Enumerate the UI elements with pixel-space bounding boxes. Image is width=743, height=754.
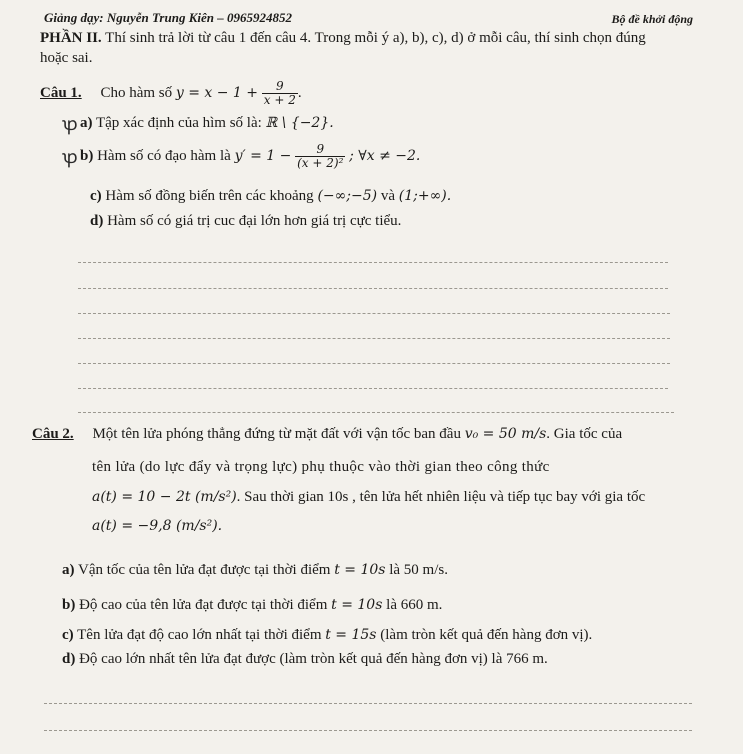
answer-line xyxy=(78,313,670,314)
q2-stem-line-1 xyxy=(32,426,622,443)
q2-b-label: b) xyxy=(62,597,76,613)
q2-option-c xyxy=(62,627,592,644)
q1-c-label: c) xyxy=(90,188,102,204)
q1-function-fraction xyxy=(262,80,298,107)
q1-option-a xyxy=(80,115,334,132)
answer-line xyxy=(78,338,670,339)
q1-c-interval-2: (1;+∞). xyxy=(398,188,452,204)
q2-b-text: Độ cao của tên lửa đạt được tại thời điểm xyxy=(79,597,328,613)
answer-line xyxy=(78,262,668,263)
q1-b-fraction xyxy=(295,143,345,170)
q2-stem-line-3 xyxy=(92,489,645,506)
answer-line xyxy=(78,412,674,413)
q1-c-text: Hàm số đồng biến trên các khoảng xyxy=(105,188,314,204)
q1-fraction-denominator: x + 2 xyxy=(263,93,296,107)
q2-option-b xyxy=(62,597,442,614)
q1-a-math: ℝ \ {−2}. xyxy=(265,115,334,131)
q1-b-tail: ; ∀x ≠ −2. xyxy=(349,147,421,164)
q1-b-denominator: (x + 2)² xyxy=(297,156,344,170)
q2-line1-end: . Gia tốc của xyxy=(546,426,623,442)
q1-option-d xyxy=(90,213,401,230)
q1-option-b xyxy=(80,143,420,170)
q2-line1-text: Một tên lửa phóng thẳng đứng từ mặt đất với vận tốc ban đầu xyxy=(92,426,461,442)
q2-a-text: Vận tốc của tên lửa đạt được tại thời điểm xyxy=(77,562,331,578)
handwritten-mark-b: ꝕ xyxy=(62,147,78,167)
q1-fraction-numerator: 9 xyxy=(262,80,298,94)
q2-stem-line-2: tên lửa (do lực đẩy và trọng lực) phụ thuộc vào thời gian theo công thức xyxy=(92,459,550,475)
q2-a-math: t = 10s xyxy=(334,562,386,578)
q2-d-label: d) xyxy=(62,651,76,667)
q1-c-interval-1: (−∞;−5) xyxy=(317,188,378,204)
part2-instruction-2: hoặc sai. xyxy=(40,50,93,66)
answer-line xyxy=(44,730,692,731)
answer-line xyxy=(78,388,668,389)
part2-text-1: Thí sinh trả lời từ câu 1 đến câu 4. Trong mỗi ý a), b), c), d) ở mỗi câu, thí sinh chọn đúng xyxy=(105,30,646,46)
q2-c-text: Tên lửa đạt độ cao lớn nhất tại thời điểm xyxy=(77,627,322,643)
q1-option-c xyxy=(90,188,451,205)
q1-d-text: Hàm số có giá trị cuc đại lớn hơn giá trị cực tiểu. xyxy=(107,213,402,229)
q1-b-lhs: y′ = 1 − xyxy=(234,147,292,164)
q2-acceleration-1: a(t) = 10 − 2t (m/s²) xyxy=(92,489,237,505)
q1-intro: Cho hàm số xyxy=(100,84,173,101)
q1-a-label: a) xyxy=(80,115,93,131)
answer-line xyxy=(78,363,670,364)
answer-line xyxy=(78,288,668,289)
handwritten-mark-a: ꝕ xyxy=(62,114,78,134)
q2-d-text: Độ cao lớn nhất tên lửa đạt được (làm tròn kết quả đến hàng đơn vị) là 766 m. xyxy=(79,651,548,667)
part2-title: PHẦN II. xyxy=(40,30,102,46)
page-header xyxy=(44,10,693,28)
answer-line xyxy=(44,703,692,704)
q1-stem xyxy=(40,80,302,107)
q2-c-tail: (làm tròn kết quả đến hàng đơn vị). xyxy=(380,627,593,643)
q2-a-label: a) xyxy=(62,562,75,578)
q2-stem-line-4 xyxy=(92,518,222,535)
q2-b-tail: là 660 m. xyxy=(386,597,443,613)
q1-b-label: b) xyxy=(80,147,94,164)
q2-acceleration-2: a(t) = −9,8 (m/s²). xyxy=(92,518,223,534)
q2-option-a xyxy=(62,562,448,579)
part2-instruction xyxy=(40,30,646,47)
q1-a-text: Tập xác định của hìm số là: xyxy=(95,115,262,131)
q2-label: Câu 2. xyxy=(32,426,74,442)
q1-label: Câu 1. xyxy=(40,84,82,101)
header-teacher: Giảng dạy: Nguyễn Trung Kiên – 0965924852 xyxy=(44,10,292,25)
q1-b-numerator: 9 xyxy=(295,143,345,157)
q2-b-math: t = 10s xyxy=(331,597,383,613)
q1-b-text: Hàm số có đạo hàm là xyxy=(97,147,231,164)
header-collection: Bộ đề khởi động xyxy=(611,12,693,26)
q2-line3-text: . Sau thời gian 10s , tên lửa hết nhiên liệu và tiếp tục bay với gia tốc xyxy=(236,489,646,505)
q2-option-d xyxy=(62,651,548,668)
q2-a-tail: là 50 m/s. xyxy=(389,562,448,578)
q1-c-and: và xyxy=(380,188,396,204)
q1-function-end: . xyxy=(297,84,302,101)
q1-function-lhs: y = x − 1 + xyxy=(175,84,259,101)
q2-c-label: c) xyxy=(62,627,74,643)
q2-initial-velocity: v₀ = 50 m/s xyxy=(464,426,547,442)
q2-c-math: t = 15s xyxy=(325,627,377,643)
q1-d-label: d) xyxy=(90,213,104,229)
